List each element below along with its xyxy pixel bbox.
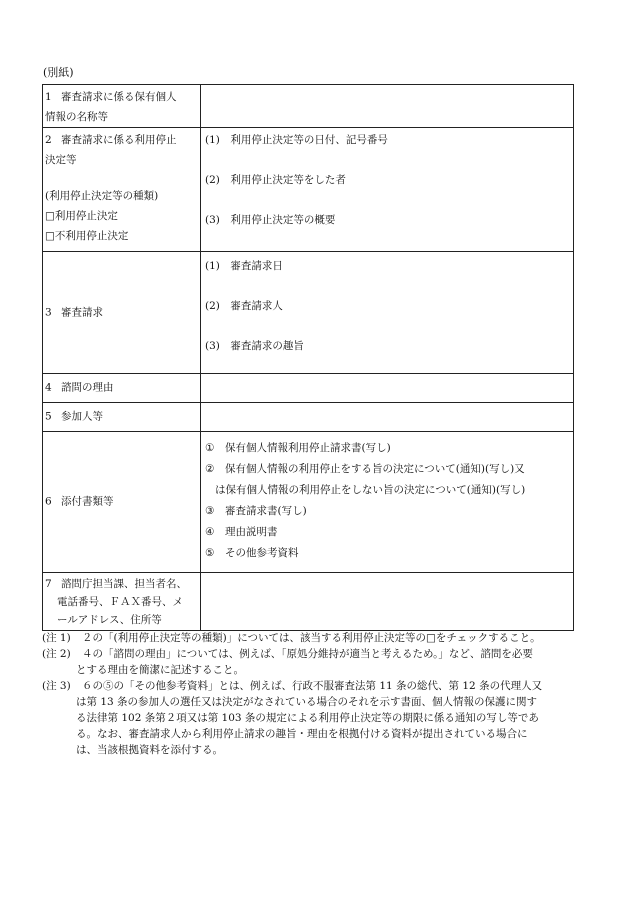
row6-label-cell: [43, 432, 201, 573]
note-tag: (注 1): [42, 632, 71, 644]
row-number: 3: [45, 305, 52, 318]
suspension-decision-checkbox[interactable]: □利用停止決定: [45, 210, 118, 222]
table-row: [43, 85, 574, 128]
row7-label-line2: 電話番号、ＦＡＸ番号、メ: [57, 596, 183, 608]
row5-value-cell[interactable]: [201, 403, 574, 432]
row-number: 7: [45, 578, 52, 590]
row-number: 4: [45, 381, 52, 394]
decision-kind-heading: (利用停止決定等の種類): [45, 190, 159, 202]
table-row: [43, 128, 574, 252]
note-3: [42, 678, 582, 758]
row7-label-cell: [43, 573, 201, 631]
table-row: [43, 432, 574, 573]
item-text: 保有個人情報の利用停止をする旨の決定について(通知)(写し)又: [225, 463, 525, 475]
row3-label-cell: [43, 252, 201, 374]
row2-label-line2: 決定等: [45, 154, 77, 166]
note-text-line: ４の「諮問の理由」については、例えば、「原処分維持が適当と考えるため。」など、諮問を必要: [82, 648, 533, 660]
item-mark: ⑤: [205, 547, 215, 559]
list-item: [201, 501, 573, 522]
non-suspension-decision-checkbox[interactable]: □不利用停止決定: [45, 230, 129, 242]
table-row: [43, 573, 574, 631]
row-number: 5: [45, 410, 52, 423]
list-item: (2) 審査請求人: [205, 300, 283, 312]
list-item: (2) 利用停止決定等をした者: [205, 174, 346, 186]
note-2: [42, 646, 582, 678]
note-text-line: とする理由を簡潔に記述すること。: [76, 664, 244, 676]
row4-value-cell[interactable]: [201, 374, 574, 403]
table-row: [43, 252, 574, 374]
row2-label-cell: [43, 128, 201, 252]
note-text-line: は第 13 条の参加人の選任又は決定がなされている場合のそれを示す書面、個人情報の保護に関す: [76, 696, 538, 708]
row-number: 2: [45, 134, 52, 146]
list-item: (3) 審査請求の趣旨: [205, 340, 304, 352]
row7-value-cell[interactable]: [201, 573, 574, 631]
row3-value-cell: [201, 252, 574, 374]
item-mark: ③: [205, 505, 215, 517]
item-text-continued: は保有個人情報の利用停止をしない旨の決定について(通知)(写し): [215, 484, 526, 496]
row7-label-line3: ールアドレス、住所等: [57, 614, 162, 626]
list-item: [201, 438, 573, 459]
row3-label: 審査請求: [61, 305, 103, 318]
list-item: [201, 522, 573, 543]
row1-label-line2: 情報の名称等: [45, 111, 108, 123]
list-item: [201, 459, 573, 480]
row4-label: 諮問の理由: [61, 381, 114, 394]
list-item: [201, 543, 573, 564]
note-text-line: る。なお、審査請求人から利用停止請求の趣旨・理由を根拠付ける資料が提出されている場合に: [76, 728, 528, 740]
note-tag: (注 3): [42, 680, 71, 692]
row-number: 1: [45, 91, 52, 103]
table-row: [43, 403, 574, 432]
note-text-line: ６の⑤の「その他参考資料」とは、例えば、行政不服審査法第 11 条の総代、第 12 条の代理人又: [82, 680, 543, 692]
row-number: 6: [45, 495, 52, 508]
row4-label-cell: [43, 374, 201, 403]
consultation-form-table: [42, 84, 574, 631]
row7-label-line1: 諮問庁担当課、担当者名、: [61, 578, 187, 590]
table-row: [43, 374, 574, 403]
list-item: (1) 利用停止決定等の日付、記号番号: [205, 134, 388, 146]
row1-label-cell: [43, 85, 201, 128]
note-1: [42, 630, 582, 646]
note-tag: (注 2): [42, 648, 71, 660]
item-text: 理由説明書: [225, 526, 278, 538]
attachment-label: (別紙): [43, 66, 74, 79]
item-mark: ②: [205, 463, 215, 475]
row5-label: 参加人等: [61, 410, 103, 423]
list-item: (1) 審査請求日: [205, 260, 283, 272]
item-mark: ④: [205, 526, 215, 538]
row6-value-cell: [201, 432, 574, 573]
item-text: その他参考資料: [225, 547, 299, 559]
notes-section: [42, 630, 582, 758]
row1-label-line1: 審査請求に係る保有個人: [61, 91, 177, 103]
row5-label-cell: [43, 403, 201, 432]
note-text-line: は、当該根拠資料を添付する。: [76, 744, 223, 756]
row1-value-cell[interactable]: [201, 85, 574, 128]
item-mark: ①: [205, 442, 215, 454]
row6-label: 添付書類等: [61, 495, 114, 508]
item-text: 保有個人情報利用停止請求書(写し): [225, 442, 391, 454]
row2-label-line1: 審査請求に係る利用停止: [61, 134, 177, 146]
note-text-line: ２の「(利用停止決定等の種類)」については、該当する利用停止決定等の□をチェックすること。: [82, 632, 541, 644]
row2-value-cell: [201, 128, 574, 252]
note-text-line: る法律第 102 条第２項又は第 103 条の規定による利用停止決定等の期限に係る通知の写し等であ: [76, 712, 539, 724]
list-item: (3) 利用停止決定等の概要: [205, 214, 336, 226]
item-text: 審査請求書(写し): [225, 505, 307, 517]
